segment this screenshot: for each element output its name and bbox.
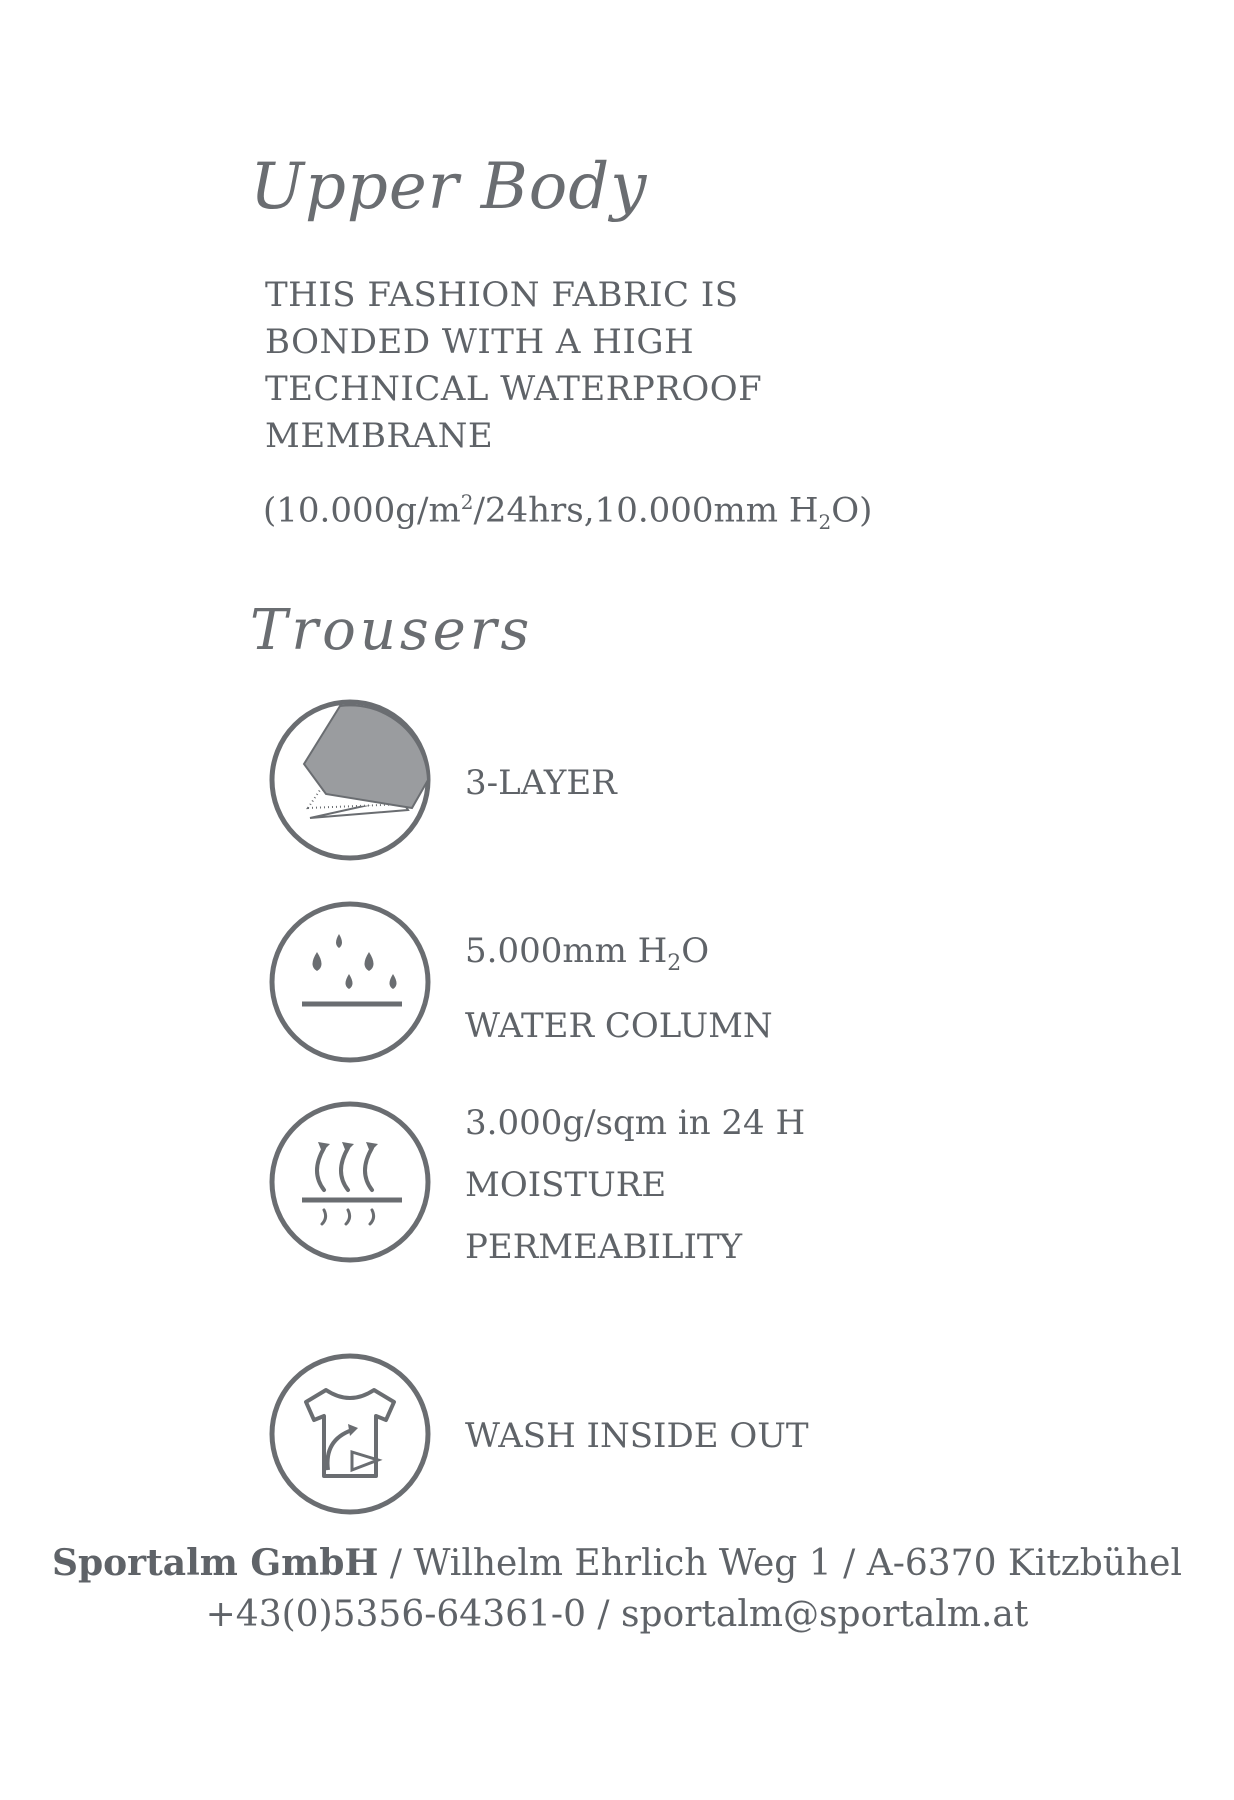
membrane-spec (263, 490, 872, 534)
feature-moisture-permeability (465, 1092, 805, 1278)
footer-contact: +43(0)5356-64361-0 / sportalm@sportalm.at (205, 1594, 1029, 1635)
feature-wash-inside-out: WASH INSIDE OUT (465, 1416, 809, 1456)
description-line: THIS FASHION FABRIC IS (265, 275, 739, 315)
shirt-inside-out-icon (268, 1352, 432, 1516)
feature-water-column (465, 920, 773, 1057)
description-line: MEMBRANE (265, 416, 494, 456)
company-name: Sportalm GmbH (51, 1542, 379, 1584)
value-sub: 2 (667, 950, 682, 976)
footer-address (0, 1542, 1234, 1584)
company-address: / Wilhelm Ehrlich Weg 1 / A-6370 Kitzbühel (378, 1543, 1182, 1584)
spec-prefix: (10.000g/m (263, 490, 461, 531)
upper-body-description (265, 272, 762, 460)
feature-3-layer: 3-LAYER (465, 763, 617, 803)
permeability-value: 3.000g/sqm in 24 H (465, 1103, 806, 1143)
spec-mid: /24hrs,10.000mm H (473, 490, 819, 531)
permeability-label-2: PERMEABILITY (465, 1227, 743, 1267)
breathable-icon (268, 1100, 432, 1264)
water-column-value (465, 920, 773, 995)
water-column-label: WATER COLUMN (465, 1005, 773, 1046)
value-suffix: O (681, 931, 710, 971)
spec-suffix: O) (831, 490, 873, 531)
trousers-heading: Trousers (250, 598, 534, 663)
permeability-label-1: MOISTURE (465, 1165, 667, 1205)
layers-icon (268, 698, 432, 862)
spec-sub: 2 (818, 510, 832, 535)
water-drops-icon (268, 900, 432, 1064)
description-line: TECHNICAL WATERPROOF (265, 369, 763, 409)
upper-body-heading: Upper Body (250, 150, 648, 224)
value-prefix: 5.000mm H (465, 931, 668, 971)
spec-sup: 2 (460, 490, 474, 514)
description-line: BONDED WITH A HIGH (265, 322, 695, 362)
